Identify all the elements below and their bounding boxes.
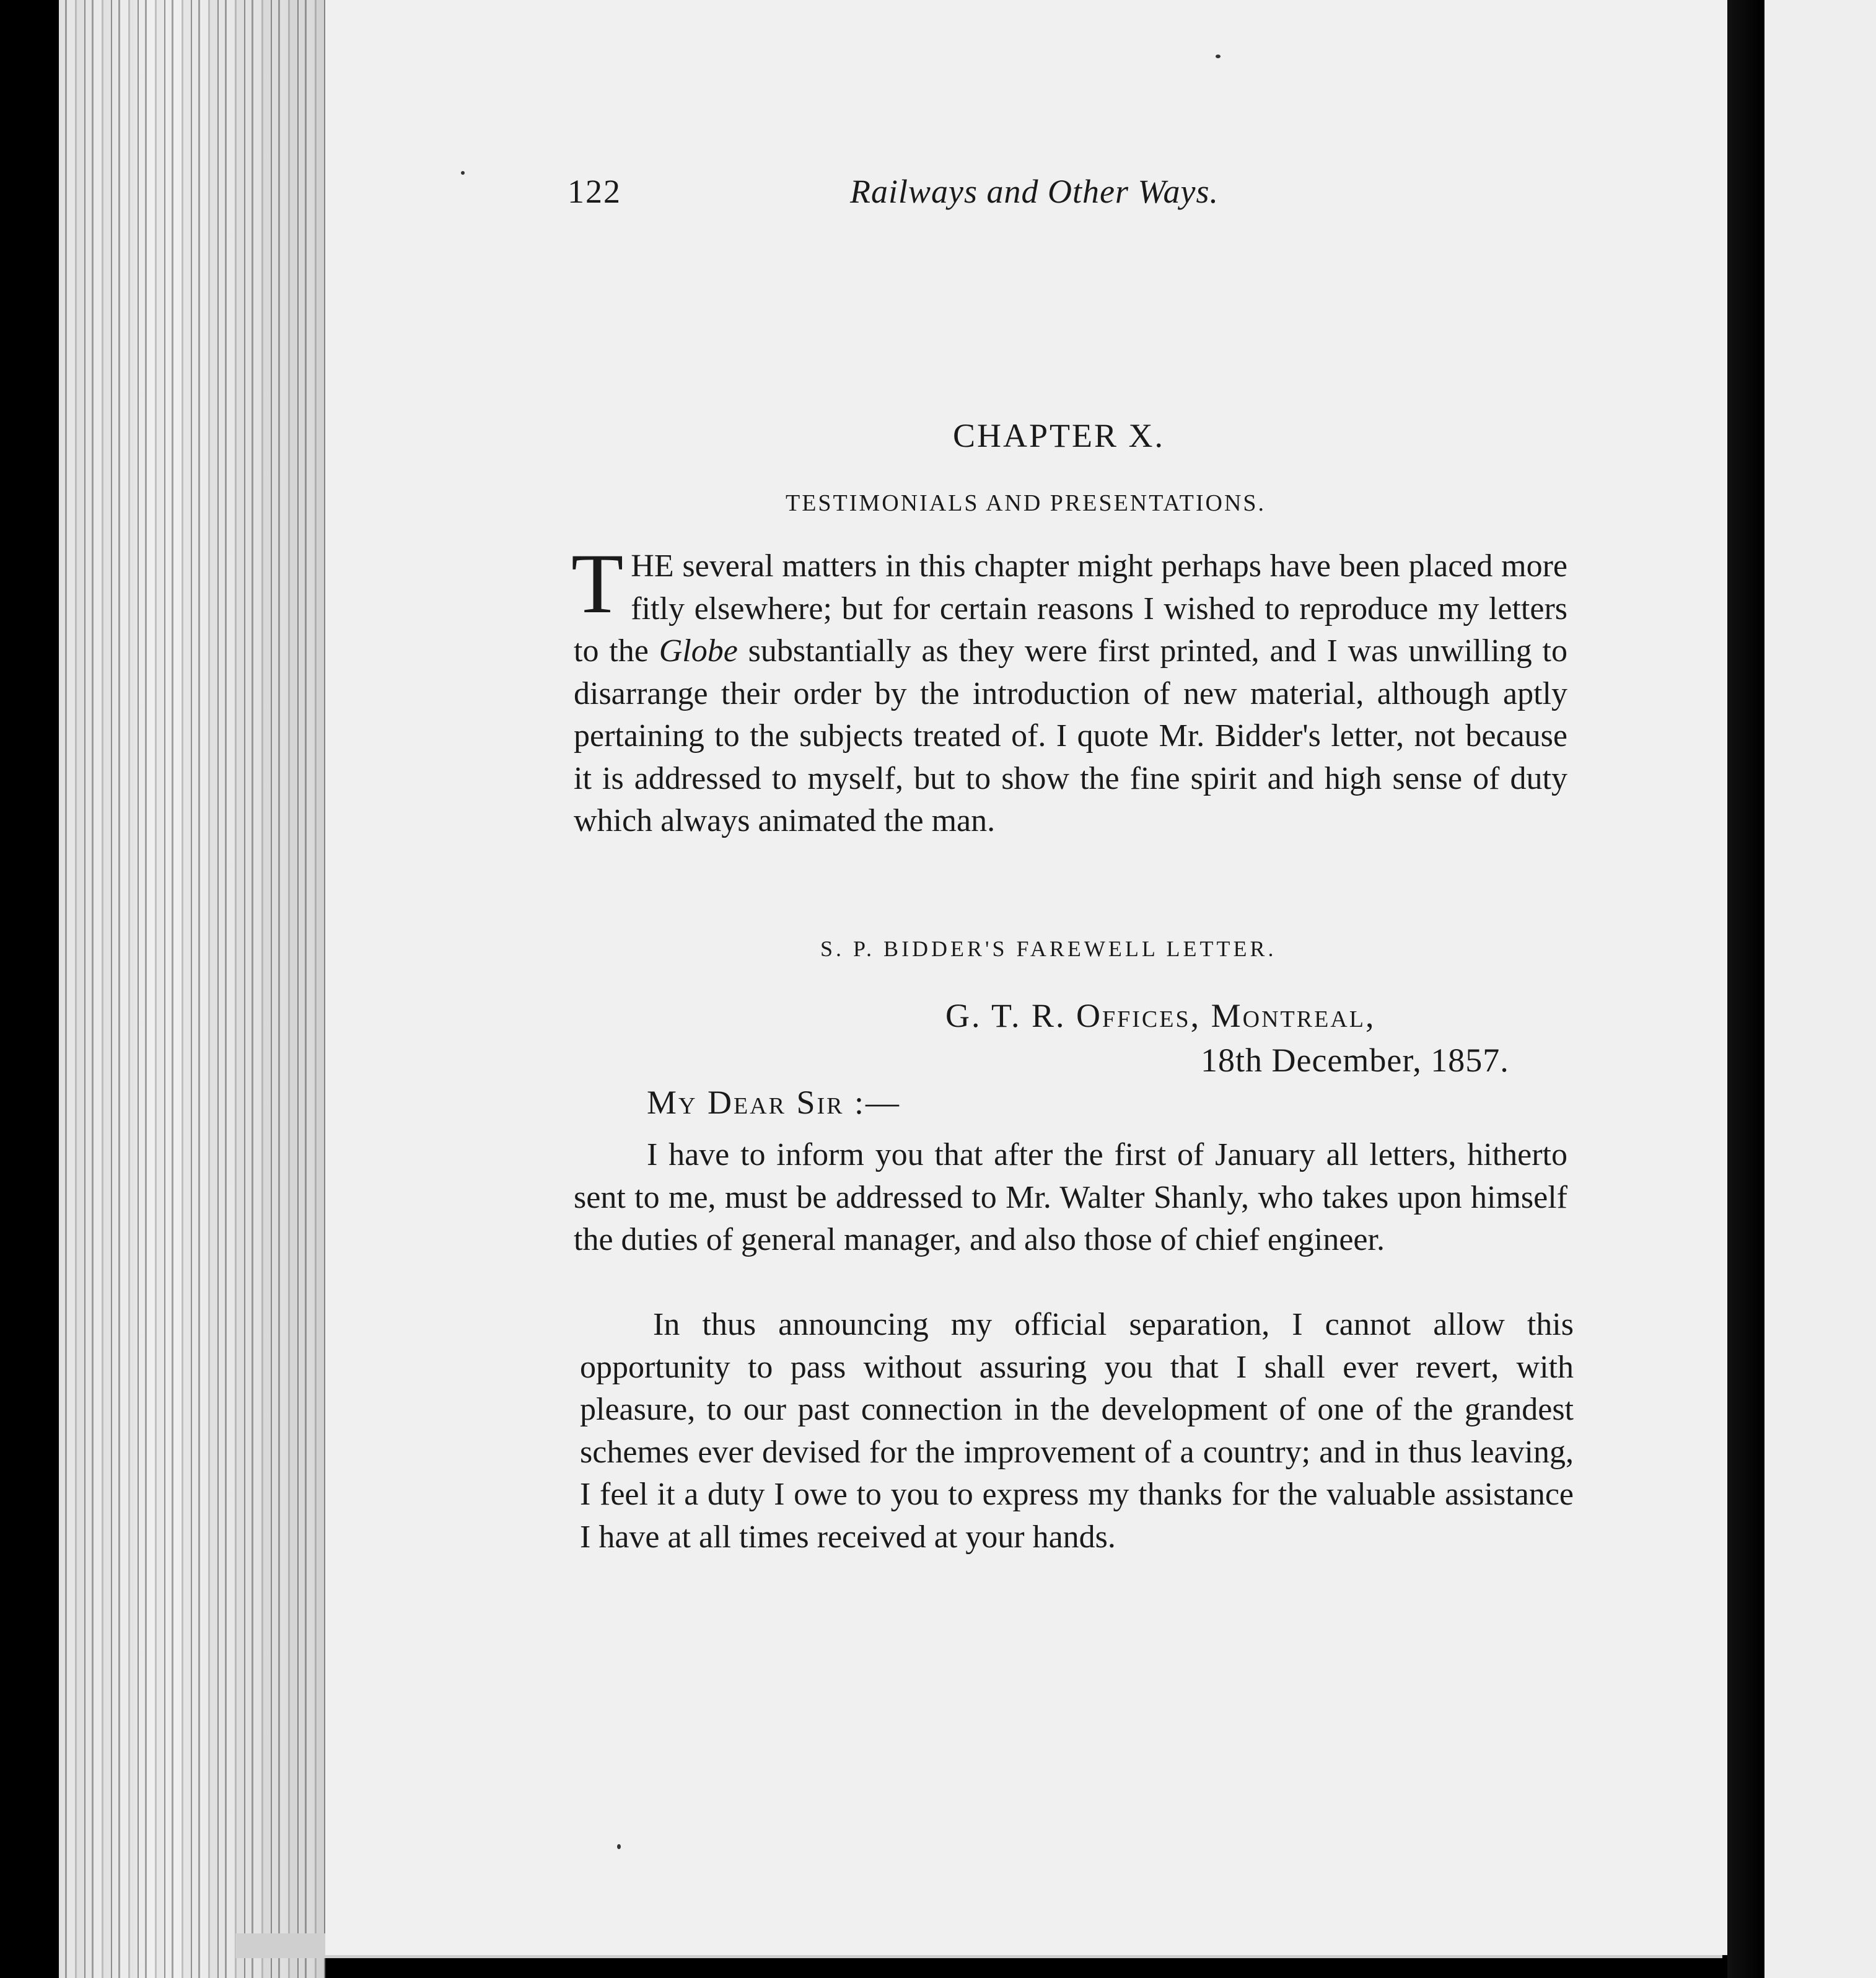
page-number: 122 bbox=[568, 173, 621, 210]
letter-heading: S. P. BIDDER'S FAREWELL LETTER. bbox=[820, 936, 1277, 961]
globe-italic: Globe bbox=[659, 633, 738, 669]
intro-text-part-2: substantially as they were first printed, and I was unwilling to disarrange their order by the introduction of new material, although aptly pertaining to the subjects treated of. I quote Mr. Bidder's letter, not because it is addressed to myself, but to show the fine spirit and high sense of duty which always animated the man. bbox=[574, 633, 1567, 838]
book-gutter bbox=[1727, 0, 1764, 1978]
drop-cap: T bbox=[571, 536, 624, 631]
scan-border-left bbox=[0, 0, 59, 1978]
letter-address: G. T. R. Offices, Montreal, bbox=[945, 997, 1376, 1034]
letter-paragraph-1: I have to inform you that after the first of January all letters, hitherto sent to me, must be addressed to Mr. Walter Shanly, who takes upon himself the duties of general manager, and also those of chief engineer. bbox=[574, 1137, 1567, 1257]
scan-speck bbox=[1216, 55, 1221, 58]
letter-date: 18th December, 1857. bbox=[1201, 1042, 1509, 1079]
letter-salutation: My Dear Sir :— bbox=[647, 1084, 901, 1121]
book-page bbox=[325, 0, 1727, 1955]
page-edges-shading bbox=[59, 0, 325, 1978]
running-head: Railways and Other Ways. bbox=[850, 173, 1219, 210]
scan-speck bbox=[461, 171, 465, 175]
section-heading: TESTIMONIALS AND PRESENTATIONS. bbox=[786, 490, 1266, 516]
intro-text-part-1: HE several matters in this chapter might perhaps have been placed more fitly elsewhere; but for certain reasons I wished to reproduce my letters to the bbox=[574, 548, 1567, 669]
intro-paragraph bbox=[571, 536, 1567, 843]
chapter-title: CHAPTER X. bbox=[953, 417, 1165, 454]
letter-paragraph-2: In thus announcing my official separation, I cannot allow this opportunity to pass without assuring you that I shall ever revert, with pleasure, to our past connection in the development of one of the grandest schemes ever devised for the improvement of a country; and in thus leaving, I feel it a duty I owe to you to express my thanks for the valuable assistance I have at all times received at your hands. bbox=[580, 1307, 1574, 1555]
facing-page-edge bbox=[1764, 0, 1876, 1978]
scan-speck bbox=[617, 1844, 621, 1849]
